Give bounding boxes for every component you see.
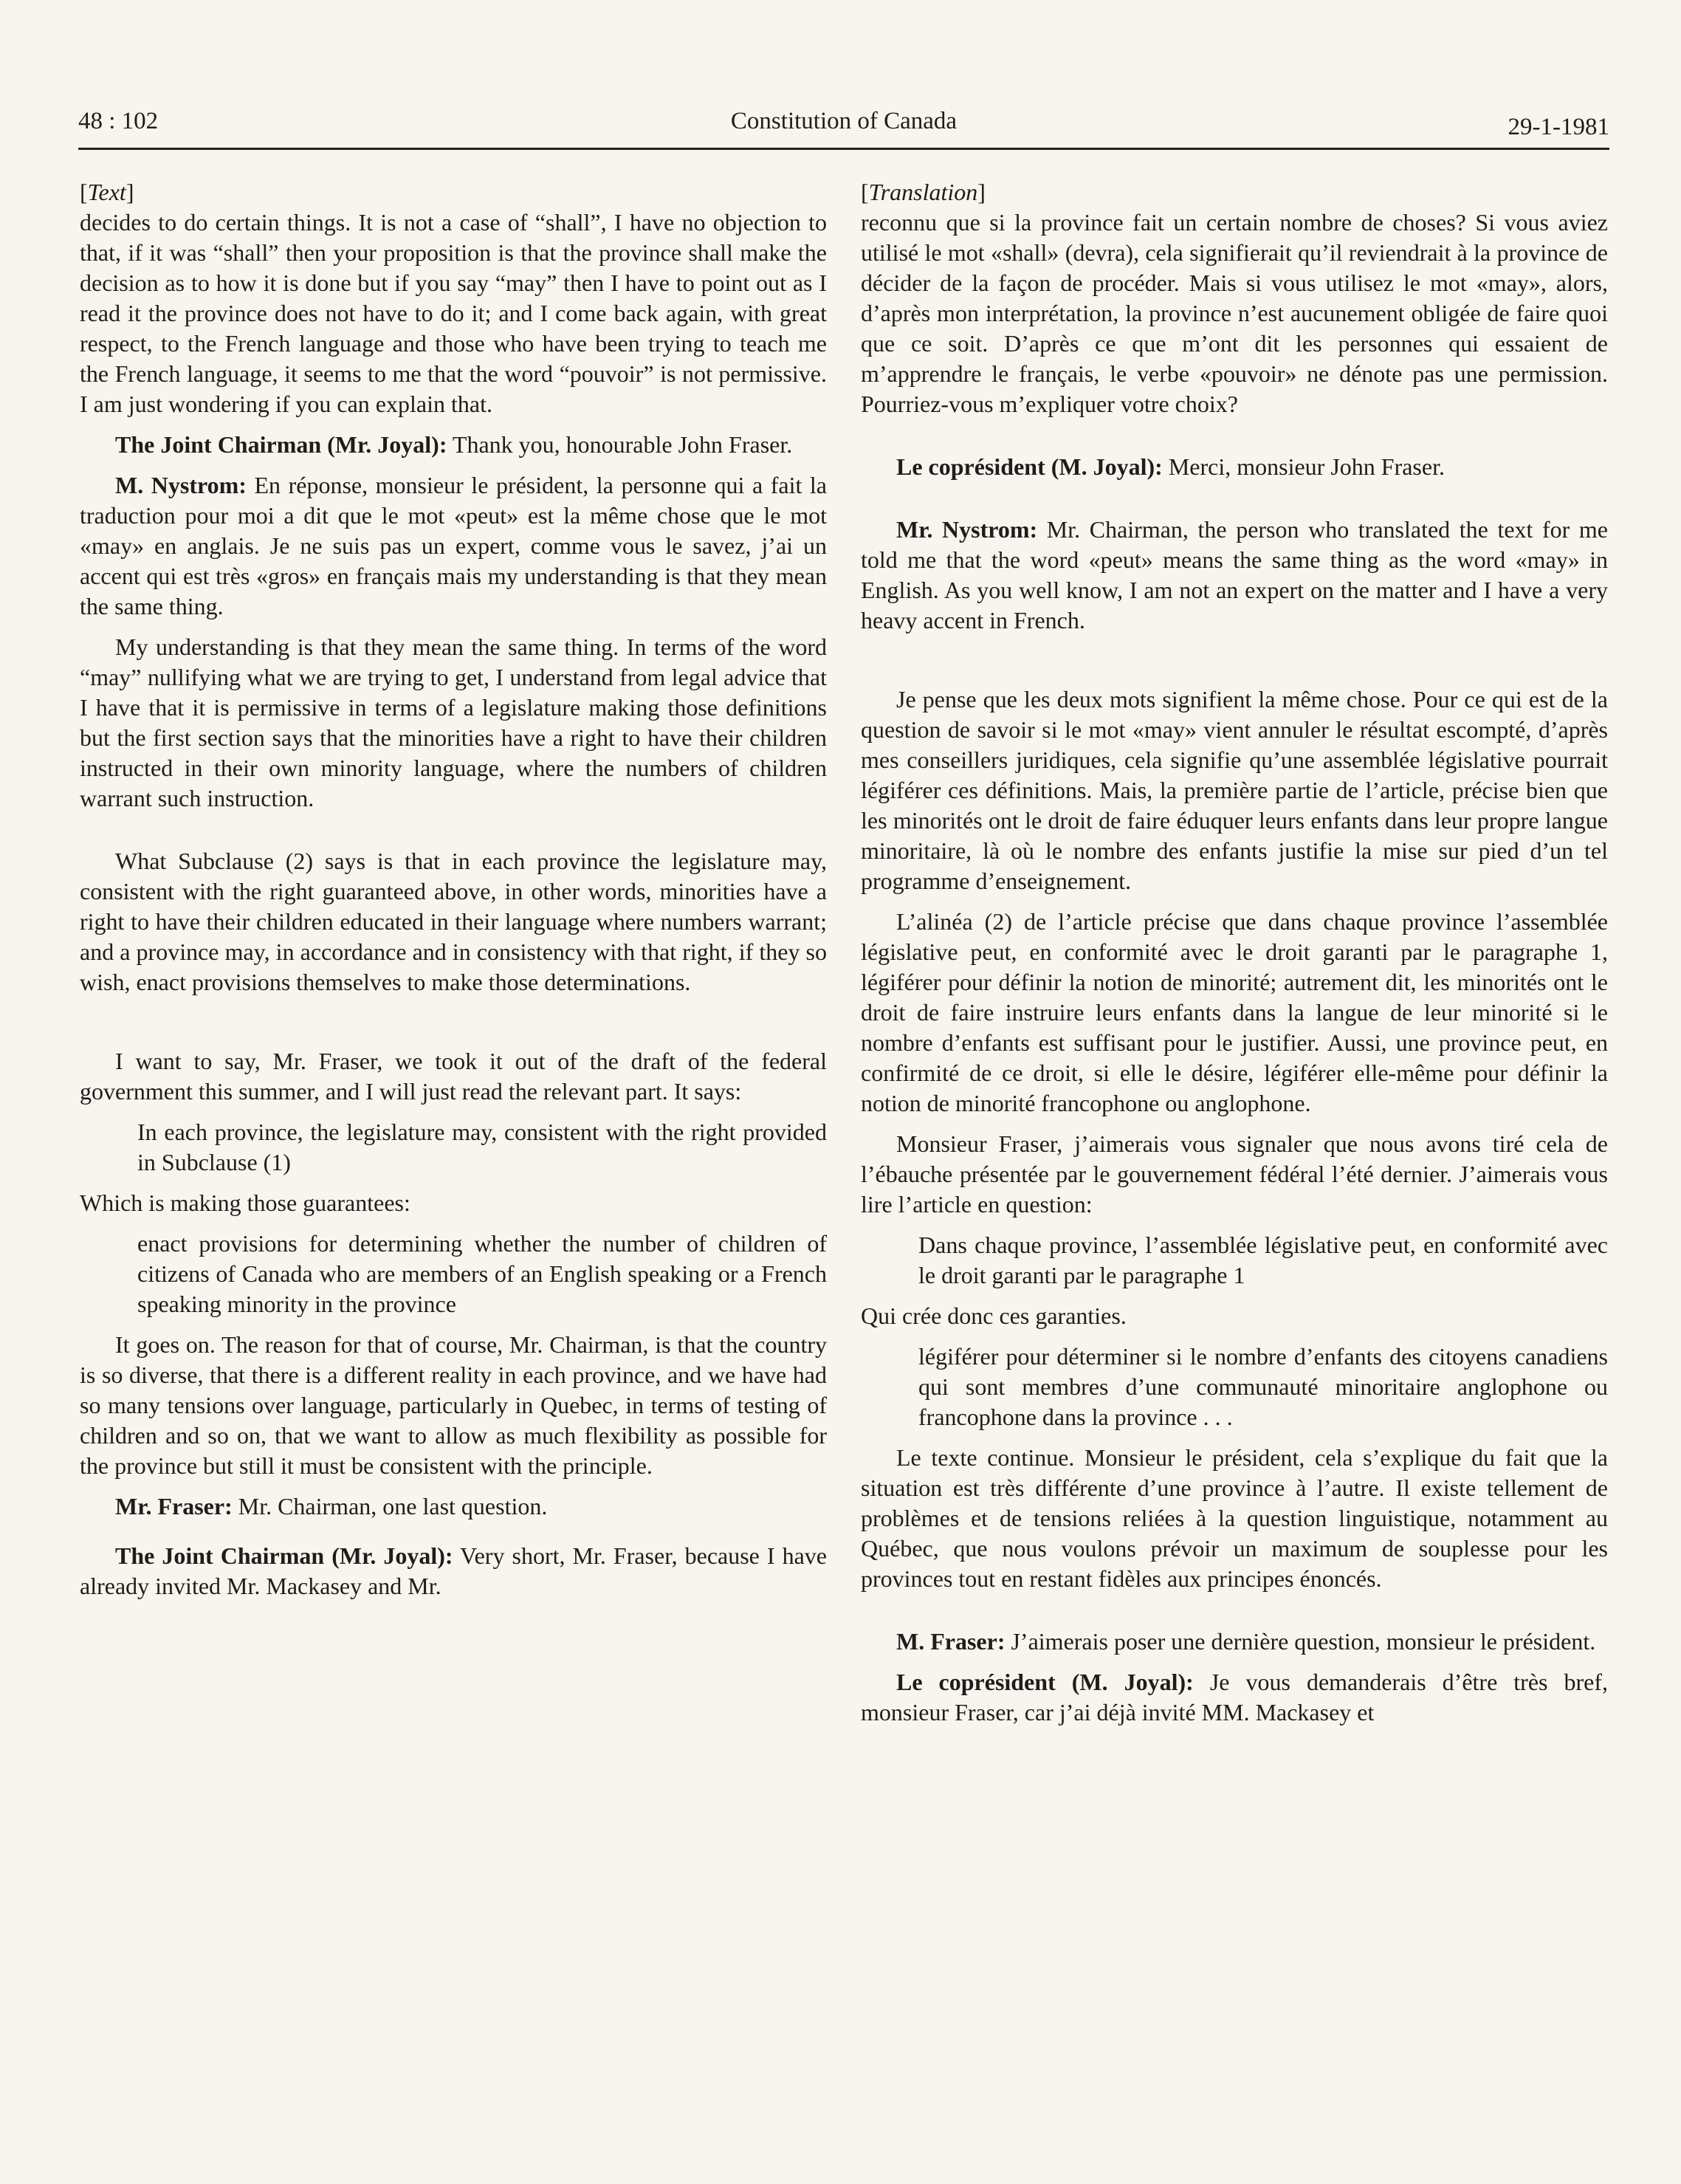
english-column [80,177,827,1601]
column-label: [Translation] [861,179,986,205]
page-title: Constitution of Canada [730,108,958,134]
page-date: 29-1-1981 [1508,114,1609,140]
speaker-name: The Joint Chairman (Mr. Joyal): [115,1542,453,1569]
speaker-name: The Joint Chairman (Mr. Joyal): [115,431,447,458]
speaker-paragraph: Le coprésident (M. Joyal): Merci, monsieur John Fraser. [896,453,1445,480]
column-label: [Text] [80,179,134,205]
speaker-name: Mr. Fraser: [115,1493,233,1519]
speaker-name: Le coprésident (M. Joyal): [896,1669,1194,1695]
speaker-paragraph: M. Fraser: J’aimerais poser une dernière question, monsieur le président. [896,1628,1596,1655]
paragraph: Which is making those guarantees: [80,1189,410,1216]
page-header [78,103,1609,150]
paragraph: decides to do certain things. It is not a case of “shall”, I have no objection to that, if it was “shall” then your proposition is that the province shall make the decision as to how it is done but if you say “may” then I have to point out as I read it the province does not have to do it; and I come back again, with great respect, to the French language and those who have been trying to teach me the French language, it seems to me that the word “pouvoir” is not permissive. I am just wondering if you can explain that. [80,209,827,417]
speaker-paragraph: The Joint Chairman (Mr. Joyal): Very short, Mr. Fraser, because I have already invited Mr. Mackasey and Mr. [80,1542,828,1599]
quoted-text: Dans chaque province, l’assemblée législative peut, en conformité avec le droit garanti par le paragraphe 1 [918,1232,1608,1288]
quoted-text: enact provisions for determining whether the number of children of citizens of Canada who are members of an English speaking or a French speaking minority in the province [137,1230,827,1317]
french-column [861,177,1608,1728]
paragraph: Le texte continue. Monsieur le président, cela s’explique du fait que la situation est très différente d’une province à l’autre. Il existe tellement de problèmes et de tensions reliées à la question linguistique, notamment au Québec, que nous voulons prévoir un maximum de souplesse pour les provinces tout en restant fidèles aux principes énoncés. [861,1444,1608,1592]
speaker-paragraph: M. Nystrom: En réponse, monsieur le président, la personne qui a fait la traduction pour moi a dit que le mot «peut» est la même chose que le mot «may» en anglais. Je ne suis pas un expert, comme vous le savez, j’ai un accent qui est très «gros» en français mais my understanding is that they mean the same thing. [80,472,828,619]
speaker-name: Le coprésident (M. Joyal): [896,453,1163,480]
paragraph: It goes on. The reason for that of course, Mr. Chairman, is that the country is so diverse, that there is a different reality in each province, and we have had so many tensions over language, particularly in Quebec, in terms of testing of children and so on, that we want to allow as much flexibility as possible for the province but still it must be consistent with the principle. [80,1331,827,1479]
paragraph: I want to say, Mr. Fraser, we took it out of the draft of the federal government this summer, and I will just read the relevant part. It says: [80,1048,827,1105]
speaker-paragraph: The Joint Chairman (Mr. Joyal): Thank you, honourable John Fraser. [115,431,793,458]
quoted-text: légiférer pour déterminer si le nombre d’enfants des citoyens canadiens qui sont membres d’une communauté minoritaire anglophone ou francophone dans la province . . . [918,1343,1608,1430]
paragraph: reconnu que si la province fait un certain nombre de choses? Si vous aviez utilisé le mot «shall» (devra), cela signifierait qu’il reviendrait à la province de décider de la façon de procéder. Mais si vous utilisez le mot «may», alors, d’après mon interprétation, la province n’est aucunement obligée de faire quoi que ce soit. D’après ce que m’ont dit les personnes qui essaient de m’apprendre le français, le verbe «pouvoir» ne dénote pas une permission. Pourriez-vous m’expliquer votre choix? [861,209,1608,417]
speaker-name: M. Fraser: [896,1628,1005,1655]
speaker-paragraph: Mr. Fraser: Mr. Chairman, one last question. [115,1493,548,1519]
speaker-name: Mr. Nystrom: [896,516,1038,543]
quoted-text: In each province, the legislature may, consistent with the right provided in Subclause (1) [137,1119,827,1175]
paragraph: Je pense que les deux mots signifient la même chose. Pour ce qui est de la question de savoir si le mot «may» vient annuler le résultat escompté, d’après mes conseillers juridiques, cela signifie qu’une assemblée législative pourrait légiférer ces définitions. Mais, la première partie de l’article, précise bien que les minorités ont le droit de faire éduquer leurs enfants dans leur propre langue minoritaire, là où le nombre des enfants justifie la mise sur pied d’un tel programme d’enseignement. [861,686,1608,894]
paragraph: My understanding is that they mean the same thing. In terms of the word “may” nullifying what we are trying to get, I understand from legal advice that I have that it is permissive in terms of a legislature making those definitions but the first section says that the minorities have a right to have their children instructed in their own minority language, where the numbers of children warrant such instruction. [80,633,827,811]
speaker-paragraph: Mr. Nystrom: Mr. Chairman, the person who translated the text for me told me that the word «peut» means the same thing as the word «may» in English. As you well know, I am not an expert on the matter and I have a very heavy accent in French. [861,516,1609,633]
page-number: 48 : 102 [78,108,159,134]
paragraph: Monsieur Fraser, j’aimerais vous signaler que nous avons tiré cela de l’ébauche présentée par le gouvernement fédéral l’été dernier. J’aimerais vous lire l’article en question: [861,1130,1608,1218]
speaker-paragraph: Le coprésident (M. Joyal): Je vous demanderais d’être très bref, monsieur Fraser, car j’ai déjà invité MM. Mackasey et [861,1669,1608,1725]
paragraph: Qui crée donc ces garanties. [861,1302,1127,1329]
paragraph: What Subclause (2) says is that in each province the legislature may, consistent with the right guaranteed above, in other words, minorities have a right to have their children educated in their language where numbers warrant; and a province may, in accordance and in consistency with that right, if they so wish, enact provisions themselves to make those determinations. [80,848,827,995]
paragraph: L’alinéa (2) de l’article précise que dans chaque province l’assemblée législative peut, en conformité avec le droit garanti par le paragraphe 1, légiférer pour définir la notion de minorité; autrement dit, les minorités ont le droit de faire instruire leurs enfants dans la langue de leur minorité si le nombre d’enfants est suffisant pour le justifier. Aussi, une province peut, en confirmité de ce droit, si elle le désire, légiférer elle-même pour définir la notion de minorité francophone ou anglophone. [861,908,1608,1116]
speaker-name: M. Nystrom: [115,472,247,498]
